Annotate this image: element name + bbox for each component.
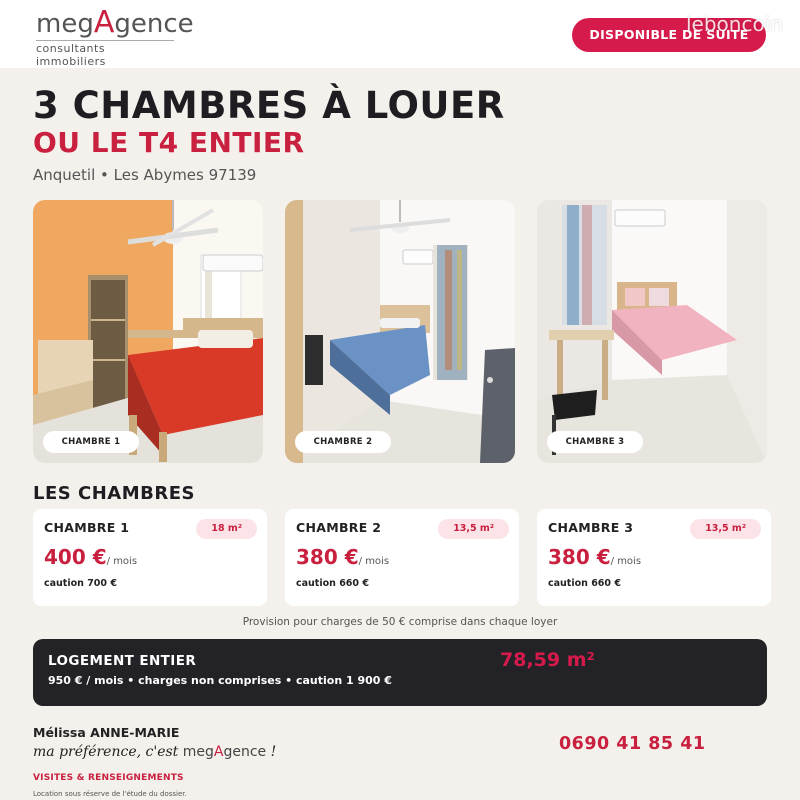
room-price-value: 380 € (548, 545, 611, 569)
room-card-1[interactable] (33, 509, 267, 606)
logo-word-post: gence (114, 9, 194, 39)
room-photo-1[interactable] (33, 200, 263, 463)
room-photo-2-image (285, 200, 515, 463)
room-card-name: CHAMBRE 2 (296, 520, 382, 535)
room-deposit: caution 700 € (44, 578, 117, 589)
listing-subtitle: OU LE T4 ENTIER (33, 126, 305, 159)
room-card-name: CHAMBRE 3 (548, 520, 634, 535)
room-price (296, 545, 389, 569)
slogan-brand-pre: meg (182, 744, 214, 760)
room-photo-2-label: CHAMBRE 2 (295, 431, 391, 453)
room-card-3[interactable] (537, 509, 771, 606)
room-price-period: / mois (358, 556, 390, 567)
slogan-text: ma préférence, c'est (33, 744, 179, 760)
room-price (548, 545, 641, 569)
room-photo-3[interactable] (537, 200, 767, 463)
room-photo-1-image (33, 200, 263, 463)
room-price-value: 400 € (44, 545, 107, 569)
room-price-period: / mois (106, 556, 138, 567)
room-deposit: caution 660 € (296, 578, 369, 589)
slogan-brand-post: gence (223, 744, 267, 760)
listing-title: 3 CHAMBRES À LOUER (33, 84, 505, 127)
slogan-brand (183, 744, 266, 760)
charges-note: Provision pour charges de 50 € comprise dans chaque loyer (242, 616, 558, 628)
slogan-end: ! (266, 744, 277, 760)
phone-number[interactable]: 0690 41 85 41 (559, 734, 706, 754)
room-area-badge: 13,5 m² (438, 519, 509, 539)
room-photo-1-label: CHAMBRE 1 (43, 431, 139, 453)
header (0, 0, 800, 68)
whole-apartment-title: LOGEMENT ENTIER (48, 653, 197, 669)
availability-badge[interactable]: DISPONIBLE DE SUITE (572, 18, 766, 52)
rooms-section-title: LES CHAMBRES (33, 483, 195, 504)
room-photo-3-label: CHAMBRE 3 (547, 431, 643, 453)
whole-apartment-area: 78,59 m² (500, 649, 595, 671)
leboncoin-watermark: leboncoin (686, 12, 783, 36)
room-deposit: caution 660 € (548, 578, 621, 589)
agent-name: Mélissa ANNE-MARIE (33, 725, 180, 740)
room-photo-2[interactable] (285, 200, 515, 463)
logo-wordmark (36, 5, 194, 40)
room-card-2[interactable] (285, 509, 519, 606)
agency-slogan (33, 744, 276, 760)
room-price-value: 380 € (296, 545, 359, 569)
listing-location: Anquetil • Les Abymes 97139 (33, 166, 257, 184)
room-area-badge: 18 m² (196, 519, 257, 539)
whole-apartment-details: 950 € / mois • charges non comprises • caution 1 900 € (48, 674, 392, 687)
logo-word-a: A (93, 5, 115, 40)
room-price-period: / mois (610, 556, 642, 567)
megagence-logo[interactable] (36, 5, 194, 68)
whole-apartment-panel[interactable] (33, 639, 767, 706)
slogan-brand-a: A (213, 744, 224, 760)
room-price (44, 545, 137, 569)
rental-note: Location sous réserve de l'étude du dossier. (33, 790, 187, 798)
visits-heading: VISITES & RENSEIGNEMENTS (33, 773, 184, 783)
logo-tagline: consultants immobiliers (36, 40, 174, 68)
logo-word-pre: meg (36, 9, 94, 39)
room-card-name: CHAMBRE 1 (44, 520, 130, 535)
room-area-badge: 13,5 m² (690, 519, 761, 539)
room-photo-3-image (537, 200, 767, 463)
